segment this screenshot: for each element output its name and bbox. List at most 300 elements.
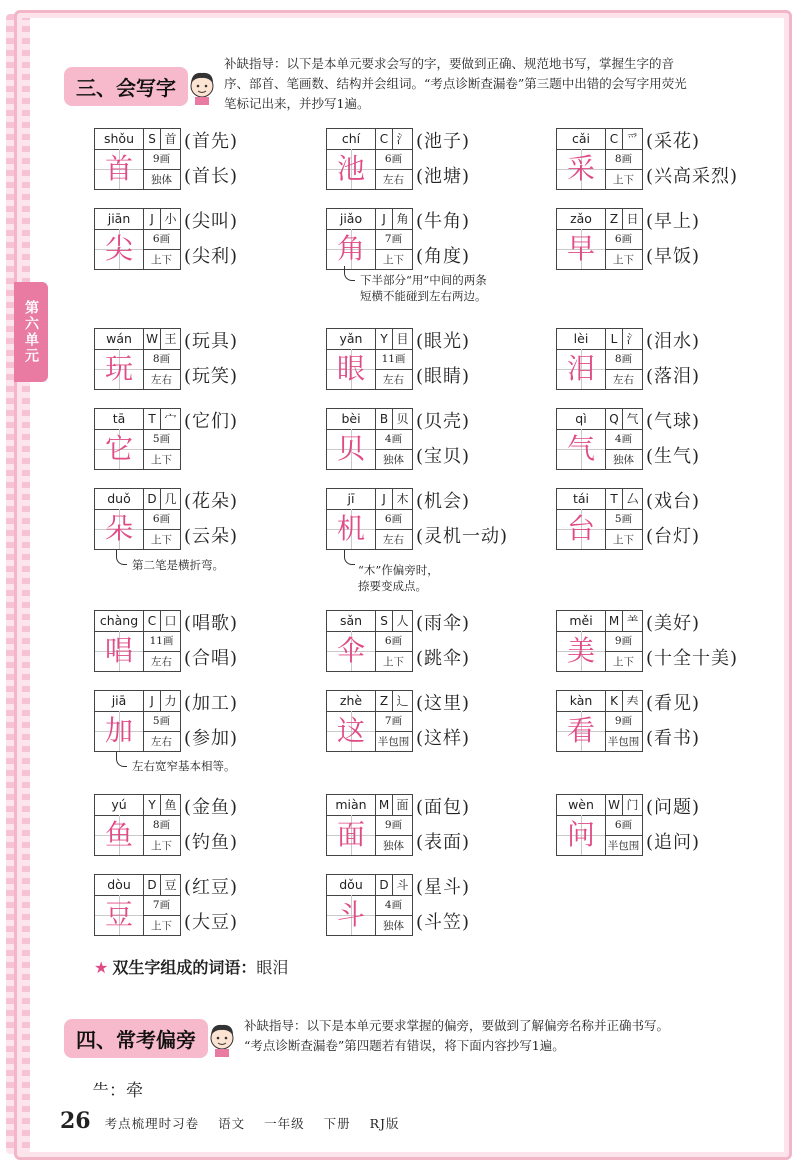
note-line: 捺要变成点。 xyxy=(358,579,427,593)
radical: 人 xyxy=(396,614,409,628)
index-letter: T xyxy=(606,489,623,509)
guidance-line: 笔标记出来，并抄写1遍。 xyxy=(224,96,370,111)
character-glyph: 眼 xyxy=(327,349,376,389)
radical: ⺷ xyxy=(626,614,639,628)
char-structure: 独体 xyxy=(143,169,180,190)
index-letter: J xyxy=(376,489,393,509)
character-glyph: 朵 xyxy=(95,509,144,549)
index-letter: J xyxy=(144,209,161,229)
word-list xyxy=(416,204,470,274)
card-box xyxy=(326,690,413,752)
word-list xyxy=(646,790,700,860)
index-letter: D xyxy=(144,489,161,509)
char-structure: 上下 xyxy=(143,915,180,936)
stroke-count: 9画 xyxy=(614,715,633,727)
pinyin: jiān xyxy=(95,209,144,229)
stroke-count: 8画 xyxy=(614,153,633,165)
radical: 木 xyxy=(396,492,409,506)
radical: 首 xyxy=(164,132,177,146)
note-line: 短横不能碰到左右两边。 xyxy=(360,289,487,303)
pinyin: duǒ xyxy=(95,489,144,509)
word-list xyxy=(416,790,470,860)
radical: 角 xyxy=(396,212,409,226)
note-pointer xyxy=(344,266,355,281)
pinyin: shǒu xyxy=(95,129,144,149)
radical: 几 xyxy=(164,492,177,506)
page-footer xyxy=(60,1108,414,1134)
card-box xyxy=(94,488,181,550)
word-item: (面包) xyxy=(416,797,471,818)
character-glyph: 泪 xyxy=(557,349,606,389)
note-ji xyxy=(358,562,439,594)
pinyin: qì xyxy=(557,409,606,429)
word-list xyxy=(416,686,470,756)
character-glyph: 玩 xyxy=(95,349,144,389)
pinyin: dòu xyxy=(95,875,144,895)
pinyin: tái xyxy=(557,489,606,509)
stroke-count: 9画 xyxy=(384,819,403,831)
footer-item: 语文 xyxy=(218,1116,246,1131)
pinyin-row xyxy=(557,611,642,632)
radical: 爫 xyxy=(626,132,639,146)
word-item: (红豆) xyxy=(184,877,239,898)
stroke-count: 5画 xyxy=(152,433,171,445)
card-box xyxy=(556,610,643,672)
pinyin-row xyxy=(557,329,642,350)
word-item: (参加) xyxy=(184,728,239,749)
note-pointer xyxy=(116,752,127,767)
word-list xyxy=(184,686,238,756)
pinyin-row xyxy=(557,209,642,230)
word-item: (首先) xyxy=(184,131,239,152)
pinyin: jiā xyxy=(95,691,144,711)
char-structure: 半包围 xyxy=(375,731,412,752)
pinyin: jiǎo xyxy=(327,209,376,229)
stroke-count: 7画 xyxy=(384,233,403,245)
character-glyph: 面 xyxy=(327,815,376,855)
card-box xyxy=(556,408,643,470)
word-list xyxy=(184,870,238,940)
section3-guidance xyxy=(224,54,784,114)
word-list xyxy=(416,404,470,474)
stroke-count: 6画 xyxy=(614,819,633,831)
radical: 氵 xyxy=(626,332,639,346)
footer-item: RJ版 xyxy=(369,1116,400,1131)
pinyin-row xyxy=(327,209,412,230)
word-list xyxy=(416,324,470,394)
stroke-count: 11画 xyxy=(149,635,174,647)
word-item: (落泪) xyxy=(646,366,701,387)
character-glyph: 美 xyxy=(557,631,606,671)
char-structure: 上下 xyxy=(375,249,412,270)
pinyin-row xyxy=(327,489,412,510)
word-list xyxy=(184,606,238,676)
note-jiao xyxy=(360,272,487,304)
word-list xyxy=(646,686,700,756)
char-structure: 独体 xyxy=(375,449,412,470)
index-letter: Y xyxy=(144,795,161,815)
word-item: (追问) xyxy=(646,832,701,853)
pinyin-row xyxy=(327,329,412,350)
word-list xyxy=(646,484,700,554)
stroke-count: 5画 xyxy=(152,715,171,727)
word-item: (气球) xyxy=(646,411,701,432)
word-item: (合唱) xyxy=(184,648,239,669)
character-glyph: 加 xyxy=(95,711,144,751)
pinyin-row xyxy=(95,209,180,230)
character-glyph: 豆 xyxy=(95,895,144,935)
word-item: (尖叫) xyxy=(184,211,239,232)
stroke-count: 9画 xyxy=(614,635,633,647)
pinyin: sǎn xyxy=(327,611,376,631)
index-letter: D xyxy=(144,875,161,895)
index-letter: Z xyxy=(606,209,623,229)
guidance-line: 补缺指导：以下是本单元要求掌握的偏旁，要做到了解偏旁名称并正确书写。 xyxy=(244,1018,670,1033)
footer-item: 考点梳理时习卷 xyxy=(104,1116,200,1131)
radical: 厶 xyxy=(626,492,639,506)
section4-header xyxy=(64,1018,242,1058)
star-icon: ★ xyxy=(94,958,109,977)
card-box xyxy=(326,610,413,672)
word-item: (雨伞) xyxy=(416,613,471,634)
index-letter: W xyxy=(144,329,161,349)
pinyin-row xyxy=(95,329,180,350)
word-list xyxy=(416,124,470,194)
card-box xyxy=(94,690,181,752)
word-item: (美好) xyxy=(646,613,701,634)
index-letter: J xyxy=(144,691,161,711)
word-item: (玩笑) xyxy=(184,366,239,387)
character-glyph: 伞 xyxy=(327,631,376,671)
stroke-count: 6画 xyxy=(384,153,403,165)
section3-header xyxy=(64,66,222,106)
character-glyph: 鱼 xyxy=(95,815,144,855)
card-box xyxy=(556,208,643,270)
pinyin: jī xyxy=(327,489,376,509)
word-item: (大豆) xyxy=(184,912,239,933)
note-line: 下半部分“用”中间的两条 xyxy=(360,273,487,287)
char-structure: 上下 xyxy=(375,651,412,672)
word-item: (牛角) xyxy=(416,211,471,232)
footer-text xyxy=(105,1114,414,1132)
stroke-count: 7画 xyxy=(152,899,171,911)
index-letter: W xyxy=(606,795,623,815)
word-list xyxy=(184,124,238,194)
word-item: (看书) xyxy=(646,728,701,749)
pinyin: miàn xyxy=(327,795,376,815)
note-pointer xyxy=(344,550,355,565)
radical: 日 xyxy=(626,212,639,226)
radical: 口 xyxy=(164,614,177,628)
radical: 鱼 xyxy=(164,798,177,812)
pinyin-row xyxy=(327,691,412,712)
radical: 宀 xyxy=(164,412,177,426)
char-structure: 上下 xyxy=(605,169,642,190)
radical: 气 xyxy=(626,412,639,426)
index-letter: Y xyxy=(376,329,393,349)
card-box xyxy=(556,690,643,752)
stroke-count: 8画 xyxy=(152,819,171,831)
card-box xyxy=(94,610,181,672)
footer-item: 一年级 xyxy=(264,1116,305,1131)
character-glyph: 贝 xyxy=(327,429,376,469)
stroke-count: 8画 xyxy=(614,353,633,365)
char-structure: 半包围 xyxy=(605,835,642,856)
character-glyph: 机 xyxy=(327,509,376,549)
pinyin-row xyxy=(327,409,412,430)
char-structure: 左右 xyxy=(605,369,642,390)
word-item: (角度) xyxy=(416,246,471,267)
word-item: (机会) xyxy=(416,491,471,512)
word-item: (首长) xyxy=(184,166,239,187)
radical: 小 xyxy=(164,212,177,226)
word-list xyxy=(184,324,238,394)
word-item: (灵机一动) xyxy=(416,526,509,547)
note-line: 第二笔是横折弯。 xyxy=(132,558,224,572)
word-list xyxy=(646,124,738,194)
stroke-count: 11画 xyxy=(381,353,406,365)
pinyin-row xyxy=(95,795,180,816)
index-letter: K xyxy=(606,691,623,711)
pinyin-row xyxy=(95,409,180,430)
word-item: (尖利) xyxy=(184,246,239,267)
word-item: (台灯) xyxy=(646,526,701,547)
character-glyph: 角 xyxy=(327,229,376,269)
char-structure: 独体 xyxy=(605,449,642,470)
word-item: (兴高采烈) xyxy=(646,166,739,187)
page-border-stripe xyxy=(6,14,30,1154)
pinyin: cǎi xyxy=(557,129,606,149)
pinyin-row xyxy=(95,129,180,150)
word-item: (钓鱼) xyxy=(184,832,239,853)
char-structure: 上下 xyxy=(143,529,180,550)
pinyin: yú xyxy=(95,795,144,815)
pinyin-row xyxy=(327,611,412,632)
word-item: (眼睛) xyxy=(416,366,471,387)
pinyin-row xyxy=(327,875,412,896)
character-glyph: 斗 xyxy=(327,895,376,935)
word-list xyxy=(416,606,470,676)
pinyin: lèi xyxy=(557,329,606,349)
guidance-line: 补缺指导：以下是本单元要求会写的字，要做到正确、规范地书写，掌握生字的音 xyxy=(224,56,675,71)
character-glyph: 尖 xyxy=(95,229,144,269)
card-box xyxy=(326,208,413,270)
pinyin-row xyxy=(95,875,180,896)
radical: 辶 xyxy=(396,694,409,708)
char-structure: 左右 xyxy=(375,369,412,390)
char-structure: 左右 xyxy=(143,731,180,752)
pinyin: chàng xyxy=(95,611,144,631)
pinyin-row xyxy=(95,489,180,510)
card-box xyxy=(326,488,413,550)
word-item: (它们) xyxy=(184,411,239,432)
word-list xyxy=(184,204,238,274)
word-list xyxy=(184,790,238,860)
char-structure: 左右 xyxy=(375,529,412,550)
word-item: (花朵) xyxy=(184,491,239,512)
character-glyph: 池 xyxy=(327,149,376,189)
pinyin-row xyxy=(327,795,412,816)
index-letter: C xyxy=(376,129,393,149)
word-item: (加工) xyxy=(184,693,239,714)
char-structure: 上下 xyxy=(605,651,642,672)
page-number: 26 xyxy=(60,1108,91,1134)
stroke-count: 9画 xyxy=(152,153,171,165)
card-box xyxy=(326,328,413,390)
card-box xyxy=(94,794,181,856)
radical: 氵 xyxy=(396,132,409,146)
index-letter: C xyxy=(606,129,623,149)
char-structure: 上下 xyxy=(605,249,642,270)
pinyin: bèi xyxy=(327,409,376,429)
stroke-count: 6画 xyxy=(152,233,171,245)
stroke-count: 6画 xyxy=(614,233,633,245)
card-box xyxy=(556,128,643,190)
guidance-line: “考点诊断查漏卷”第四题若有错误，将下面内容抄写1遍。 xyxy=(244,1038,565,1053)
radical: 力 xyxy=(164,694,177,708)
char-structure: 上下 xyxy=(143,449,180,470)
index-letter: S xyxy=(376,611,393,631)
student-mascot-icon xyxy=(182,66,222,106)
pinyin: zhè xyxy=(327,691,376,711)
word-list xyxy=(184,484,238,554)
character-glyph: 问 xyxy=(557,815,606,855)
card-box xyxy=(326,408,413,470)
stroke-count: 5画 xyxy=(614,513,633,525)
footer-item: 下册 xyxy=(323,1116,351,1131)
character-glyph: 唱 xyxy=(95,631,144,671)
char-structure: 独体 xyxy=(375,835,412,856)
word-item: (星斗) xyxy=(416,877,471,898)
card-box xyxy=(326,128,413,190)
index-letter: T xyxy=(144,409,161,429)
pinyin-row xyxy=(95,611,180,632)
section4-guidance xyxy=(244,1016,784,1056)
card-box xyxy=(94,128,181,190)
char-structure: 独体 xyxy=(375,915,412,936)
pinyin: tā xyxy=(95,409,144,429)
word-item: (问题) xyxy=(646,797,701,818)
word-list xyxy=(184,404,238,439)
word-list xyxy=(646,324,700,394)
pinyin: dǒu xyxy=(327,875,376,895)
pinyin-row xyxy=(557,489,642,510)
word-item: (这里) xyxy=(416,693,471,714)
radical: 王 xyxy=(164,332,177,346)
char-structure: 左右 xyxy=(375,169,412,190)
pinyin-row xyxy=(95,691,180,712)
index-letter: D xyxy=(376,875,393,895)
stroke-count: 6画 xyxy=(384,513,403,525)
unit-side-tab: 第六单元 xyxy=(14,282,48,382)
radical: 面 xyxy=(396,798,409,812)
word-item: (金鱼) xyxy=(184,797,239,818)
word-item: (生气) xyxy=(646,446,701,467)
character-glyph: 它 xyxy=(95,429,144,469)
card-box xyxy=(94,208,181,270)
word-item: (玩具) xyxy=(184,331,239,352)
character-glyph: 早 xyxy=(557,229,606,269)
pinyin: kàn xyxy=(557,691,606,711)
word-item: (采花) xyxy=(646,131,701,152)
character-glyph: 气 xyxy=(557,429,606,469)
word-item: (池子) xyxy=(416,131,471,152)
radical-example: ⺧：牵 xyxy=(92,1081,143,1101)
index-letter: M xyxy=(606,611,623,631)
word-item: (池塘) xyxy=(416,166,471,187)
index-letter: C xyxy=(144,611,161,631)
pinyin-row xyxy=(557,691,642,712)
char-structure: 上下 xyxy=(143,835,180,856)
card-box xyxy=(94,328,181,390)
card-box xyxy=(556,328,643,390)
word-item: (表面) xyxy=(416,832,471,853)
pinyin: yǎn xyxy=(327,329,376,349)
pinyin-row xyxy=(557,409,642,430)
radical: 斗 xyxy=(396,878,409,892)
character-glyph: 采 xyxy=(557,149,606,189)
index-letter: J xyxy=(376,209,393,229)
card-box xyxy=(556,794,643,856)
word-item: (跳伞) xyxy=(416,648,471,669)
word-item: (早上) xyxy=(646,211,701,232)
radical: 𡗗 xyxy=(626,694,639,708)
stroke-count: 7画 xyxy=(384,715,403,727)
guidance-line: 序、部首、笔画数、结构并会组词。“考点诊断查漏卷”第三题中出错的会写字用荧光 xyxy=(224,76,687,91)
word-item: (眼光) xyxy=(416,331,471,352)
note-jia xyxy=(132,758,236,774)
char-structure: 左右 xyxy=(143,369,180,390)
stroke-count: 4画 xyxy=(384,899,403,911)
pinyin: chí xyxy=(327,129,376,149)
word-item: (戏台) xyxy=(646,491,701,512)
character-glyph: 台 xyxy=(557,509,606,549)
index-letter: B xyxy=(376,409,393,429)
radical: 目 xyxy=(396,332,409,346)
pinyin: wán xyxy=(95,329,144,349)
card-box xyxy=(326,794,413,856)
section4-title: 四、常考偏旁 xyxy=(64,1019,208,1058)
pinyin: wèn xyxy=(557,795,606,815)
pinyin: měi xyxy=(557,611,606,631)
word-list xyxy=(646,204,700,274)
note-duo xyxy=(132,557,224,573)
index-letter: Q xyxy=(606,409,623,429)
radical: 豆 xyxy=(164,878,177,892)
pinyin-row xyxy=(327,129,412,150)
two-char-label: 双生字组成的词语： xyxy=(112,958,257,977)
character-glyph: 看 xyxy=(557,711,606,751)
word-item: (泪水) xyxy=(646,331,701,352)
pinyin-row xyxy=(557,129,642,150)
two-char-value: 眼泪 xyxy=(256,958,289,977)
word-list xyxy=(646,606,738,676)
word-item: (斗笠) xyxy=(416,912,471,933)
word-item: (早饭) xyxy=(646,246,701,267)
index-letter: L xyxy=(606,329,623,349)
radical: 贝 xyxy=(396,412,409,426)
student-mascot-icon xyxy=(202,1018,242,1058)
word-item: (看见) xyxy=(646,693,701,714)
word-item: (十全十美) xyxy=(646,648,739,669)
card-box xyxy=(556,488,643,550)
radical: 门 xyxy=(626,798,639,812)
index-letter: S xyxy=(144,129,161,149)
index-letter: Z xyxy=(376,691,393,711)
stroke-count: 4画 xyxy=(614,433,633,445)
word-list xyxy=(416,870,470,940)
char-structure: 上下 xyxy=(605,529,642,550)
